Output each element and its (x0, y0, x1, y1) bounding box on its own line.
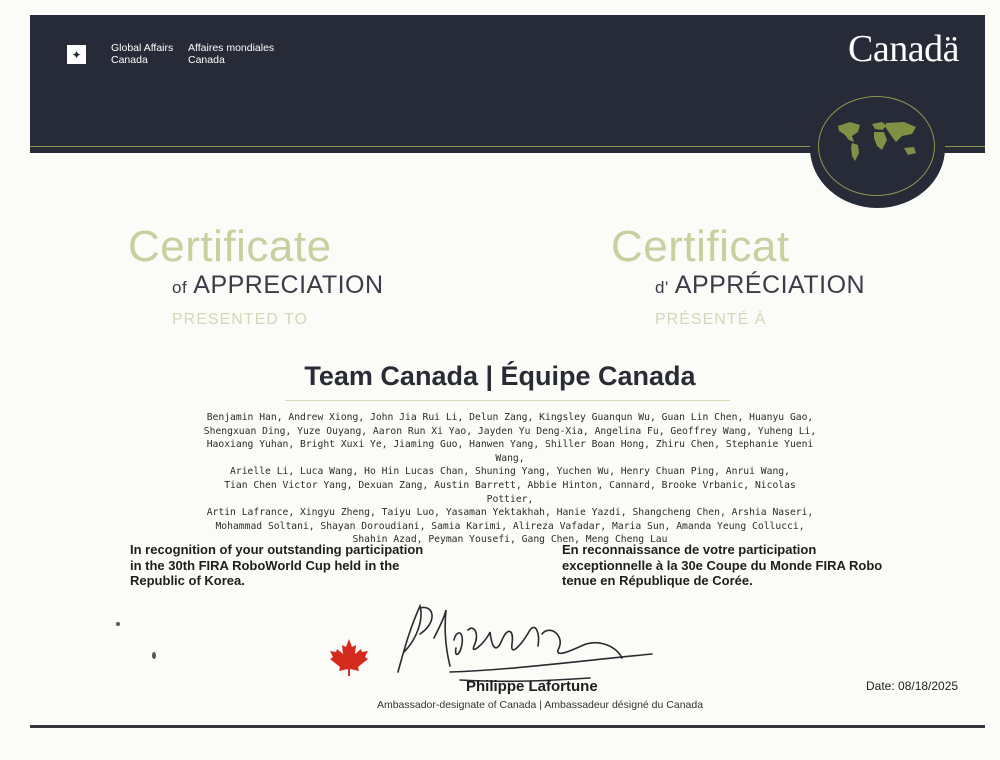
footer-rule (30, 725, 985, 728)
members-line: Mohammad Soltani, Shayan Doroudiani, Samia Karimi, Alireza Vafadar, Maria Sun, Amanda Yeung Collucci, (215, 520, 805, 532)
members-line: Arielle Li, Luca Wang, Ho Hin Lucas Chan, Shuning Yang, Yuchen Wu, Henry Chuan Ping, Anrui Wang, (230, 466, 790, 478)
department-name-fr: Affaires mondiales Canada (188, 42, 275, 66)
members-line: Tian Chen Victor Yang, Dexuan Zang, Austin Barrett, Abbie Hinton, Cannard, Brooke Vrbanic, Nicolas Pottier, (224, 479, 796, 505)
members-line: Artin Lafrance, Xingyu Zheng, Taiyu Luo, Yasaman Yektakhah, Hanie Yazdi, Shangcheng Chen, Arshia Naseri, (206, 507, 814, 519)
signer-title: Ambassador-designate of Canada | Ambassadeur désigné du Canada (376, 699, 704, 711)
issue-date: Date: 08/18/2025 (866, 679, 959, 693)
world-map-icon (810, 88, 945, 208)
members-line: Shengxuan Ding, Yuze Ouyang, Aaron Run Xi Yao, Jayden Yu Deng-Xia, Angelina Fu, Geoffrey Wang, Yuheng Li, (203, 425, 817, 437)
signature-mark (390, 600, 660, 690)
scan-speck (152, 652, 156, 659)
members-line: Haoxiang Yuhan, Bright Xuxi Ye, Jiaming Guo, Hanwen Yang, Shiller Boan Hong, Zhiru Chen, Stephanie Yueni Wang, (206, 439, 814, 464)
recipient-underline (285, 400, 730, 401)
certificate-subtitle-en: of APPRECIATION (172, 271, 384, 299)
members-line: Benjamin Han, Andrew Xiong, John Jia Rui Li, Delun Zang, Kingsley Guanqun Wu, Guan Lin Chen, Huanyu Gao, (206, 412, 814, 423)
recipient-name: Team Canada | Équipe Canada (304, 361, 696, 391)
members-line: Shahin Azad, Peyman Yousefi, Gang Chen, Meng Cheng Lau (352, 534, 668, 546)
certificate-subtitle-fr: d' APPRÉCIATION (655, 271, 866, 299)
certificate-title-en: Certificate (128, 222, 332, 271)
world-map-shape (832, 116, 924, 166)
certificate-title-fr: Certificat (611, 222, 790, 271)
presented-to-label: PRESENTED TO (172, 311, 308, 328)
recognition-text-en: In recognition of your outstanding participation in the 30th FIRA RoboWorld Cup held in the Republic of Korea. (130, 542, 424, 588)
canada-flag-icon: ✦ (58, 45, 95, 64)
recognition-text-fr: En reconnaissance de votre participation exceptionnelle à la 30e Coupe du Monde FIRA Robo tenue en République de Corée. (562, 542, 883, 588)
scan-speck (116, 622, 120, 626)
signer-name: Philippe Lafortune (466, 678, 598, 695)
maple-leaf-icon (328, 637, 370, 677)
presente-a-label: PRÉSENTÉ À (655, 311, 767, 328)
canada-wordmark: Canadä (848, 28, 959, 70)
team-members-list (200, 411, 820, 547)
department-name-en: Global Affairs Canada (111, 42, 174, 66)
